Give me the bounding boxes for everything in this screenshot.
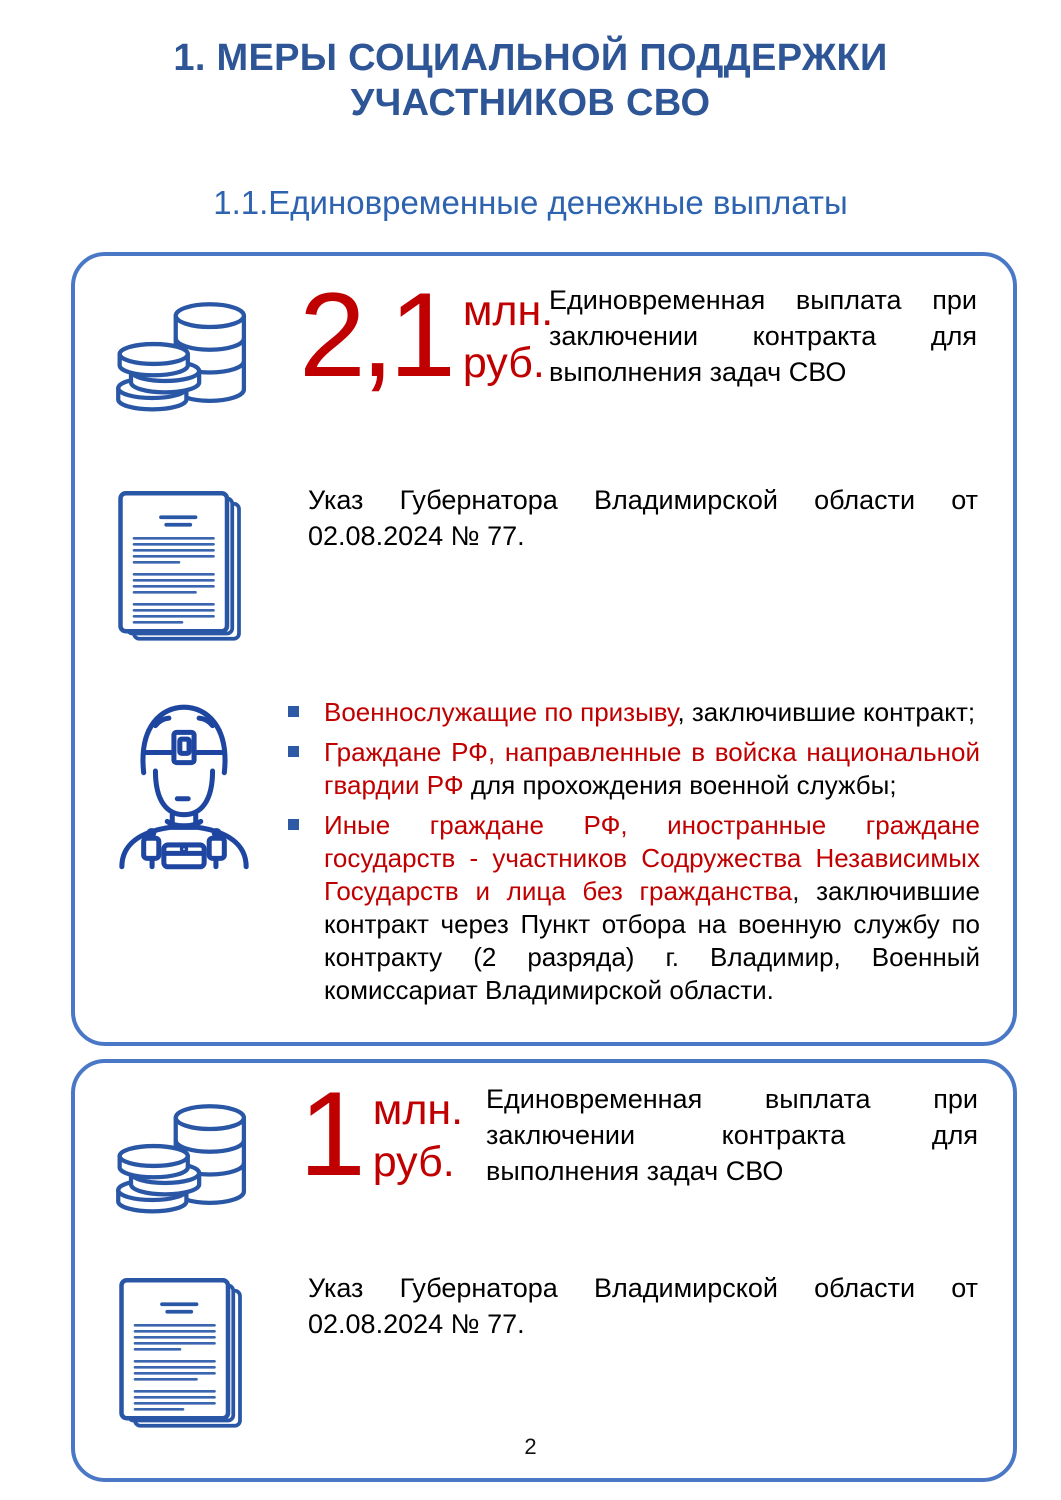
decree-reference: Указ Губернатора Владимирской области от 02.08.2024 № 77.	[308, 485, 978, 552]
eligibility-highlight: Граждане РФ, направленные в войска национальной гвардии РФ	[324, 737, 980, 800]
list-item	[286, 809, 980, 1007]
coins-icon	[105, 283, 255, 425]
page-title-line2: УЧАСТНИКОВ СВО	[350, 81, 711, 124]
section-subtitle: 1.1.Единовременные денежные выплаты	[213, 184, 848, 221]
eligibility-list	[286, 696, 980, 1007]
page-title-line1: 1. МЕРЫ СОЦИАЛЬНОЙ ПОДДЕРЖКИ	[173, 37, 888, 79]
amount-value: 1	[299, 1067, 361, 1201]
eligibility-rest: , заключившие контракт через Пункт отбора на военную службу по контракту (2 разряда) г. Владимир, Военный комиссариат Владимирской области.	[324, 876, 980, 1005]
amount-value: 2,1	[299, 268, 451, 402]
list-item	[286, 696, 980, 729]
eligibility-item-text	[324, 809, 980, 1007]
payment-description: Единовременная выплата при заключении контракта для выполнения задач СВО	[549, 285, 977, 388]
eligibility-rest: для прохождения военной службы;	[463, 770, 897, 800]
eligibility-rest: , заключившие контракт;	[677, 697, 976, 727]
amount-unit-mln: млн.	[462, 287, 554, 335]
payment-amount	[299, 268, 554, 402]
document-icon	[107, 475, 257, 657]
eligibility-item-text	[324, 696, 975, 729]
payment-card-1-mln	[71, 1059, 1017, 1482]
soldier-icon	[100, 688, 268, 870]
amount-unit-rub: руб.	[462, 338, 545, 387]
payment-description: Единовременная выплата при заключении контракта для выполнения задач СВО	[486, 1084, 978, 1187]
payment-amount	[299, 1067, 464, 1201]
eligibility-highlight: Военнослужащие по призыву	[324, 697, 678, 727]
eligibility-highlight: Иные граждане РФ, иностранные граждане государств - участников Содружества Независимых Государств и лица без гражданства	[324, 810, 980, 906]
decree-reference: Указ Губернатора Владимирской области от 02.08.2024 № 77.	[308, 1273, 978, 1340]
amount-unit-mln: млн.	[372, 1086, 464, 1134]
page-title	[50, 36, 1011, 126]
square-bullet-icon	[288, 706, 299, 717]
payment-card-2-1-mln	[71, 252, 1017, 1046]
square-bullet-icon	[288, 819, 299, 830]
document-icon	[108, 1263, 258, 1443]
list-item	[286, 736, 980, 802]
page-number: 2	[524, 1434, 537, 1459]
amount-units	[463, 286, 553, 389]
eligibility-item-text	[324, 736, 980, 802]
amount-units	[373, 1085, 463, 1188]
square-bullet-icon	[288, 746, 299, 757]
coins-icon	[105, 1085, 255, 1227]
amount-unit-rub: руб.	[372, 1137, 455, 1186]
